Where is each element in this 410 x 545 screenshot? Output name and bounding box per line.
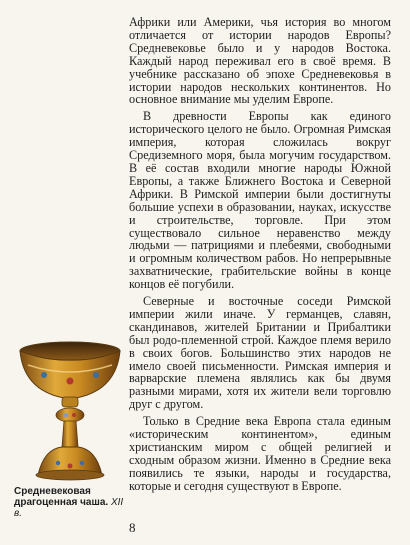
main-text (129, 16, 391, 497)
paragraph-2: В древности Европы как единого исторического целого не было. Огромная Римская империя, которая сложилась вокруг Средиземного моря, была могучим государством. В её состав входили многие народы Южной Европы, а также Ближнего Востока и Северной Африки. В Римской империи были достигнуты большие успехи в образовании, науках, искусстве и строительстве, торговле. При этом существовало сильное неравенство между людьми — патрициями и плебеями, свободными и огромным количеством рабов. Но непрерывные захватнические, грабительские войны в конце концов её погубили. (129, 109, 391, 292)
caption-date: XII в. (14, 497, 124, 519)
chalice-illustration (14, 335, 126, 485)
paragraph-1: Африки или Америки, чья история во многом отличается от истории народов Европы? Средневековье было и у народов Востока. Каждый народ переживал его в своё время. В учебнике рассказано об эпохе Средневековья в истории народов нескольких континентов. Но основное внимание мы уделим Европе. (129, 15, 391, 107)
paragraph-3: Северные и восточные соседи Римской империи жили иначе. У германцев, славян, скандинавов, жителей Британии и Прибалтики был родо-племенной строй. Каждое племя верило в своих богов. Большинство этих народов не имело своей письменности. Римская империя и варварские племена являлись как бы двумя разными мирами, хотя их жители вели торговлю друг с другом. (129, 294, 391, 412)
paragraph-4: Только в Средние века Европа стала единым «историческим континентом», единым христианским миром с общей религией и сходным образом жизни. Именно в Средние века появились те языки, народы и государства, которые и сегодня существуют в Европе. (129, 414, 391, 493)
figure-caption (14, 486, 129, 519)
page-number: 8 (129, 520, 136, 535)
caption-title: Средневековая драгоценная чаша. (14, 486, 109, 508)
